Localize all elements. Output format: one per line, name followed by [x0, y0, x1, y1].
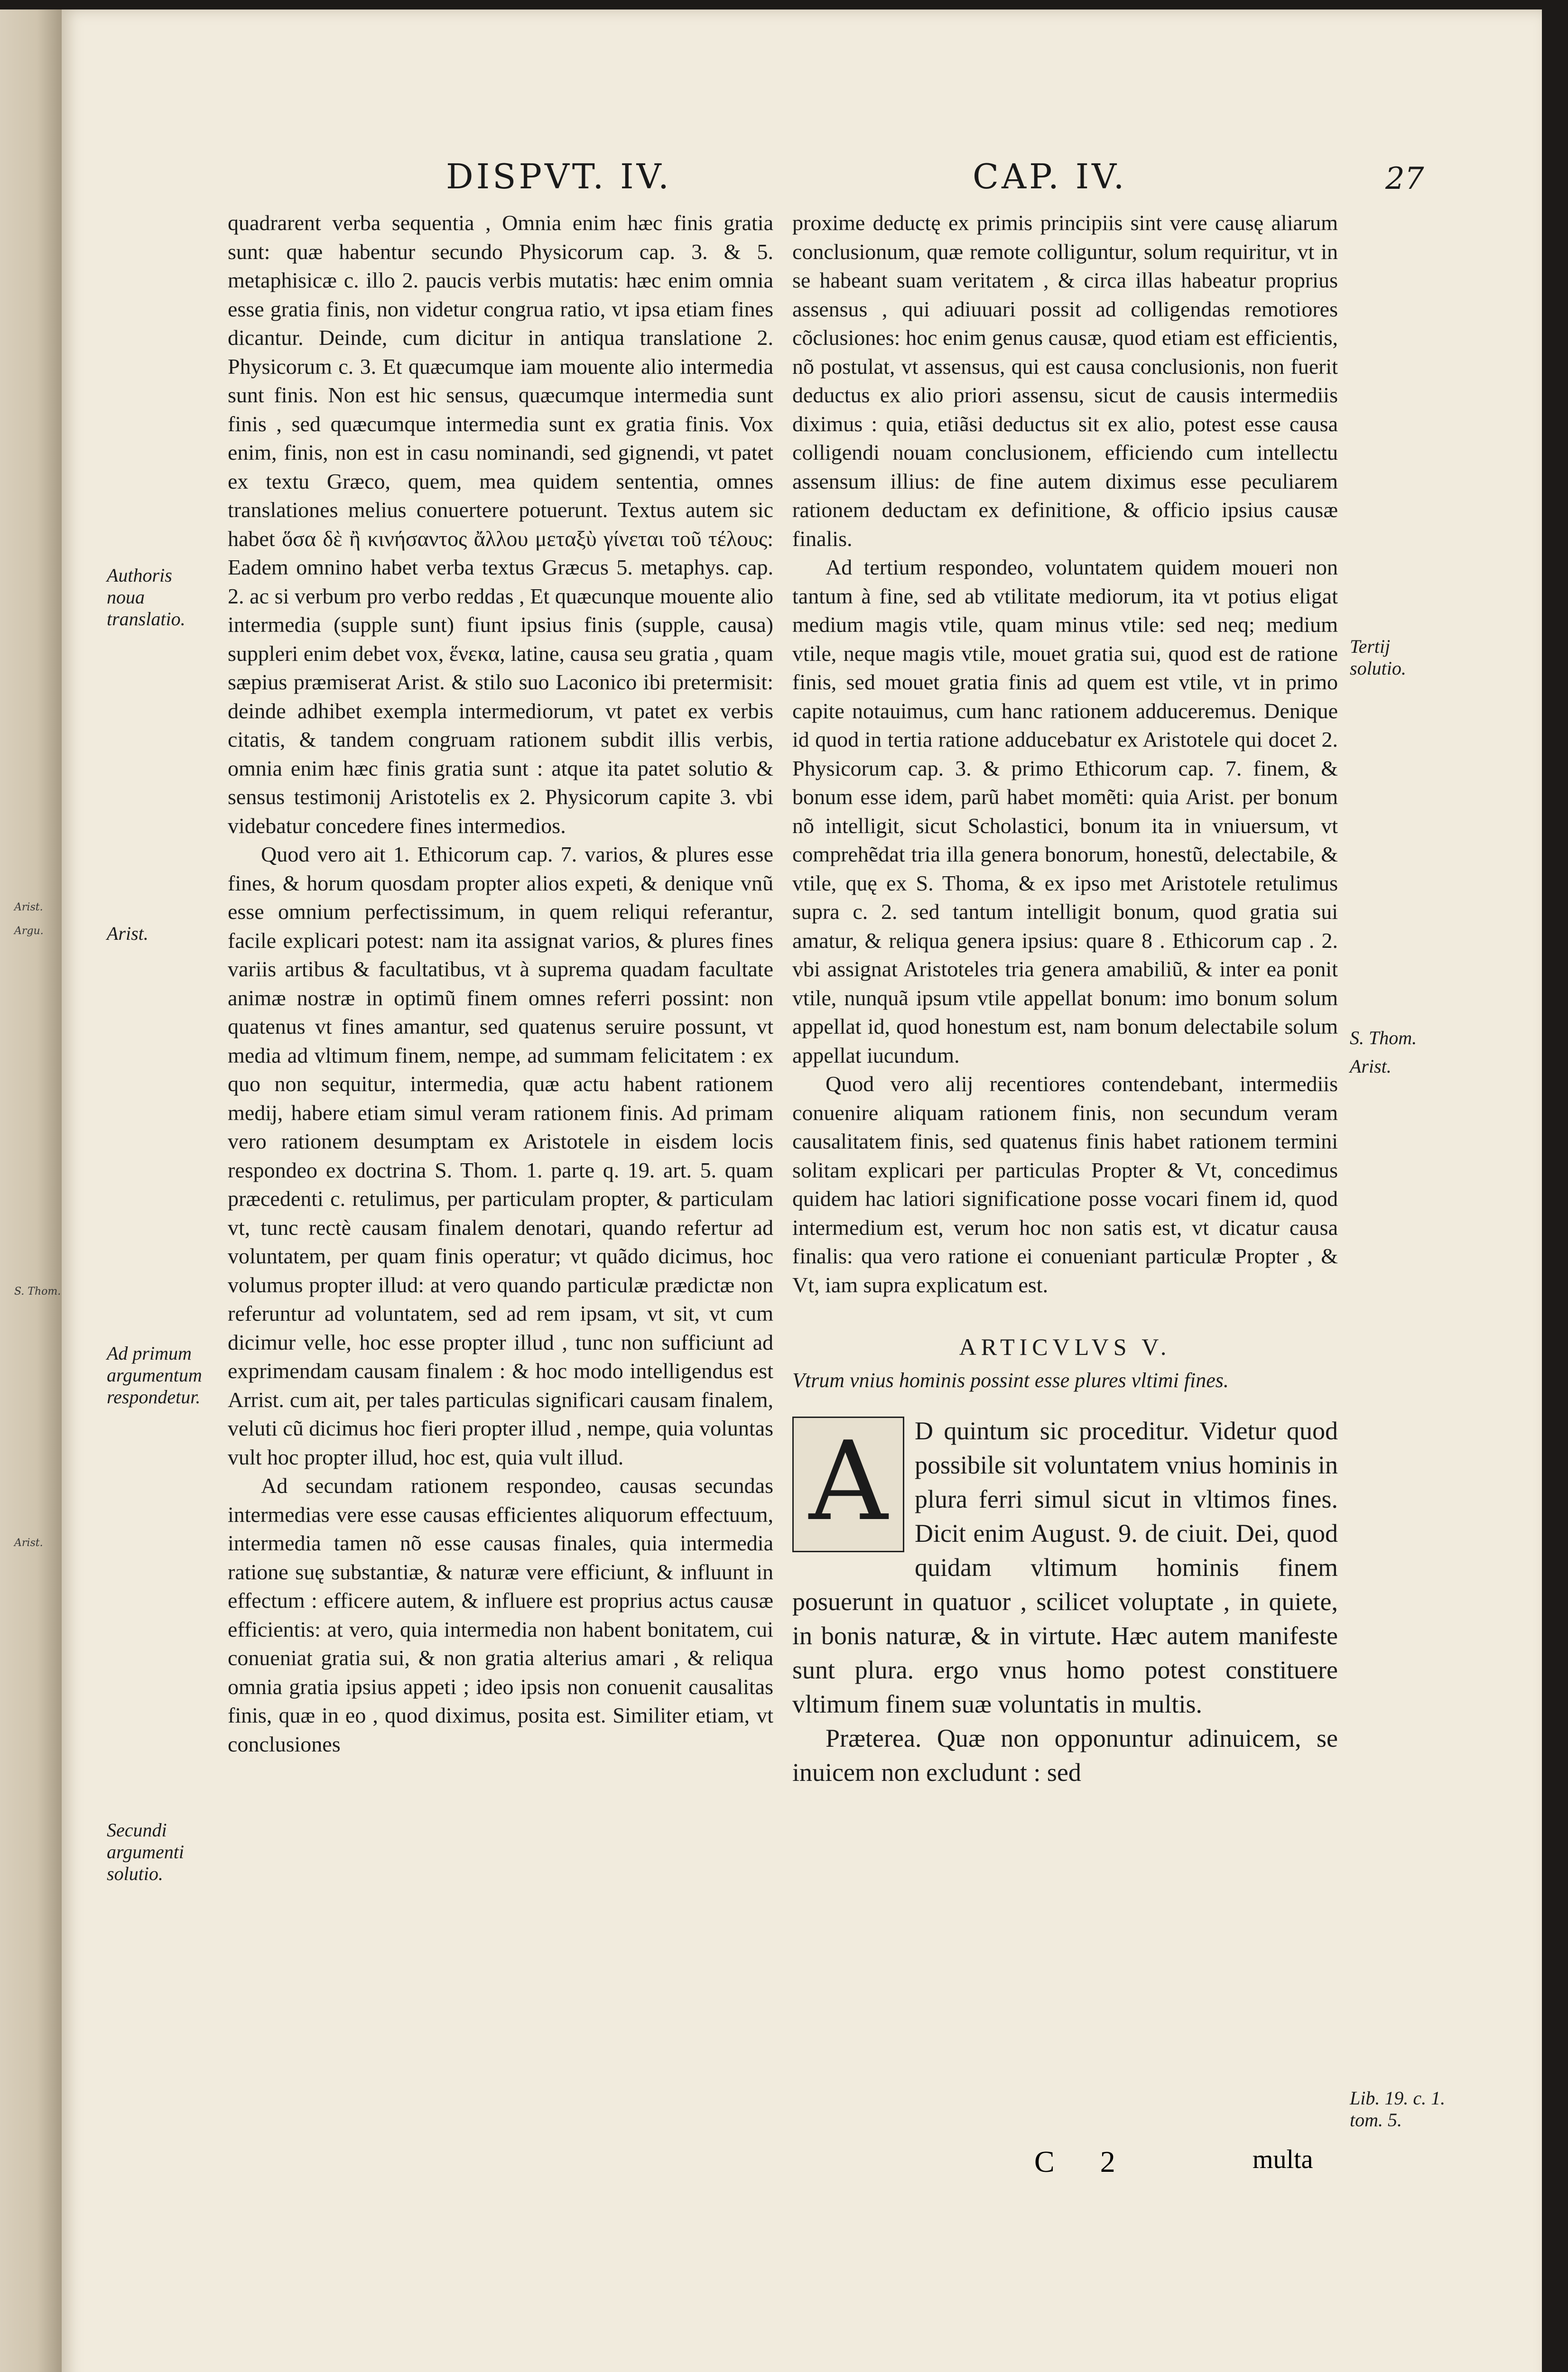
article-subtitle: Vtrum vnius hominis possint esse plures vltimi fines. [792, 1368, 1229, 1392]
paragraph: Quod vero alij recentiores contendebant, intermediis conuenire aliquam rationem finis, non secundum veram causalitatem finis, sed quatenus finis habet rationem termini solitam explicari per particulas Propter & Vt, concedimus quidem hac latiori significatione posse vocari finem id, quod intermedium est, verum hoc non satis est, vt dicatur causa finalis: qua vero ratione ei conueniant particulæ Propter , & Vt, iam supra explicatum est. [792, 1072, 1338, 1297]
sliver-note: Arist. [14, 901, 43, 913]
margin-note-arist-right: Arist. [1350, 1056, 1392, 1077]
sliver-note: Argu. [14, 925, 44, 937]
catchword: multa [1253, 2145, 1313, 2174]
paragraph: Ad secundam rationem respondeo, causas secundas intermedias vere esse causas efficientes aliquorum effectuum, intermedia tamen nõ esse causas finales, quia intermedia ratione suę substantiæ, & naturæ vere efficiunt, & influunt in effectum : efficere autem, & influere est proprius actus causæ efficientis: at vero, quia intermedia non habent bonitatem, cui conueniat gratia sui, & non gratia alterius amari , & reliqua omnia gratia ipsius appeti ; ideo ipsis non conuenit causalitas finis, quæ in eo , quod diximus, posita est. Similiter etiam, vt conclusiones [228, 1473, 773, 1756]
paragraph: proxime deductę ex primis principiis sint vere causę aliarum conclusionum, quæ remote colliguntur, solum requiritur, vt in se habeant suam veritatem , & circa illas habeatur proprius assensus , qui adiuuari possit ad colligendas remotiores cõclusiones: hoc enim genus causæ, quod etiam est efficientis, nõ postulat, vt assensus, qui est causa conclusionis, non fuerit deductus ex alio priori assensu, sicut de causis intermediis diximus : quia, etiãsi deductus sit ex alio, potest esse causa colligendi nouam conclusionem, efficiendo cum intellectu assensum illius: de fine autem diximus esse peculiarem rationem deductam ex definitione, & officio ipsius causæ finalis. [792, 211, 1338, 551]
article-text: D quintum sic proceditur. Videtur quod possibile sit voluntatem vnius hominis in plura ferri simul sicut in vltimos fines. Dicit enim August. 9. de ciuit. Dei, quod quidam vltimum hominis finem posuerunt in quatuor , scilicet voluptate , in quiete, in bonis naturæ, & in virtute. Hæc autem manifeste sunt plura. ergo vnus homo potest constituere vltimum finem suæ voluntatis in multis. [792, 1417, 1338, 1718]
running-head-left: DISPVT. IV. [446, 157, 672, 196]
running-head-right: CAP. IV. [973, 157, 1127, 196]
decorated-initial [792, 1417, 904, 1552]
article-text-2: Præterea. Quæ non opponuntur adinuicem, se inuicem non excludunt : sed [792, 1724, 1338, 1787]
sliver-note: Arist. [14, 1537, 43, 1549]
margin-note-authoris: Authoris noua translatio. [107, 565, 186, 630]
margin-note-s-thom: S. Thom. [1350, 1027, 1417, 1048]
paragraph: Quod vero ait 1. Ethicorum cap. 7. varios, & plures esse fines, & horum quosdam propter alios expeti, & denique vnũ esse omnium perfectissimum, in quem reliqui referantur, facile explicari potest: nam ita assignat varios, & plures fines variis artibus & facultatibus, vt à suprema quadam facultate animæ nostræ in optimũ finem omnes referri possint: non quatenus vt fines amantur, sed quatenus seruire possunt, vt media ad vltimum finem, nempe, ad summam felicitatem : ex quo non sequitur, intermedia, quæ actu habent rationem medij, habere etiam simul veram rationem finis. Ad primam vero rationem desumptam ex Aristotele in eisdem locis respondeo ex doctrina S. Thom. 1. parte q. 19. art. 5. quam præcedenti c. retulimus, per particulam propter, & particulam vt, tunc rectè causam finalem denotari, quando refertur ad voluntatem, per quam finis operatur; vt quãdo dicimus, hoc volumus propter illud: at vero quando particulæ prædictæ non referuntur ad voluntatem, sed ad rem ipsam, vt sit, vt cum dicimur velle, hoc esse propter illud , tunc non sufficiunt ad exprimendam causam finalem : & hoc modo intelligendus est Arrist. cum ait, per tales particulas significari causam finalem, veluti cũ dicimus hoc fieri propter illud , nempe, quia voluntas vult hoc propter illud, hoc est, quia vult illud. [228, 842, 773, 1469]
margin-note-ad-primum: Ad primum argumentum respondetur. [107, 1343, 202, 1408]
sliver-note: S. Thom. [14, 1286, 61, 1297]
article-heading: ARTICVLVS V. [959, 1334, 1171, 1360]
paragraph: quadrarent verba sequentia , Omnia enim hæc finis gratia sunt: quæ habentur secundo Physicorum cap. 3. & 5. metaphisicæ c. illo 2. paucis verbis mutatis: hæc enim omnia esse gratia finis, non videtur congrua ratio, vt ipsa etiam fines dicantur. Deinde, cum dicitur in antiqua translatione 2. Physicorum c. 3. Et quæcumque iam mouente alio intermedia sunt finis. Non est hic sensus, quæcumque intermedia sunt finis , sed quæcumque intermedia sunt ex gratia finis. Vox enim, finis, non est in casu nominandi, sed gignendi, vt patet ex textu Græco, quem, mea quidem sententia, omnes translationes melius conuertere potuerunt. Textus autem sic habet ὅσα δὲ ἢ κινήσαντος ἄλλου μεταξὺ γίνεται τοῦ τέλους: Eadem omnino habet verba textus Græcus 5. metaphys. cap. 2. ac si verbum pro verbo reddas , Et quæcunque mouente alio intermedia (supple sunt) fiunt ipsius finis (supple, causa) suppleri enim debet vox, ἕνεκα, latine, causa seu gratia , quam sæpius præmiserat Arist. & stilo suo Laconico ibi pretermisit: deinde adhibet exempla intermediorum, vt patet ex verbis citatis, & tandem congruam rationem subdit illis verbis, omnia enim hæc finis gratia sunt : atque ita patet solutio & sensus testimonij Aristotelis ex 2. Physicorum capite 3. vbi videbatur concedere fines intermedios. [228, 211, 773, 838]
article-body [792, 1414, 1338, 1789]
margin-note-tertij: Tertij solutio. [1350, 636, 1406, 679]
signature-mark: C 2 [1034, 2145, 1134, 2178]
drop-cap-letter: A [808, 1418, 888, 1545]
margin-note-lib: Lib. 19. c. 1. tom. 5. [1350, 2087, 1446, 2131]
right-column [792, 209, 1338, 1789]
paragraph: Ad tertium respondeo, voluntatem quidem moueri non tantum à fine, sed ab vtilitate mediorum, ita vt potius eligat medium magis vtile, quam minus vtile: sed neq; medium vtile, neque magis vtile, mouet gratia sui, quod est de ratione finis, sed mouet gratia finis ad quem est vtile, vt in primo capite notauimus, cum hanc rationem adduceremus. Denique id quod in tertia ratione adducebatur ex Aristotele qui docet 2. Physicorum cap. 3. & primo Ethicorum cap. 7. finem, & bonum esse idem, parũ habet momẽti: quia Arist. per bonum nõ intelligit, sicut Scholastici, bonum ita in vniuersum, vt comprehẽdat tria illa genera bonorum, honestũ, delectabile, & vtile, quę ex S. Thoma, & ex ipso met Aristotele retulimus supra c. 2. sed tantum intelligit bonum, quod gratia sui amatur, & reliqua genera ipsius: quare 8 . Ethicorum cap . 2. vbi assignat Aristoteles tria genera amabiliũ, & inter ea ponit vtile, nunquã ipsum vtile appellat bonum: imo bonum solum appellat id, quod honestum est, nam bonum delectabile solum appellat iucundum. [792, 555, 1338, 1067]
margin-note-secundi: Secundi argumenti solutio. [107, 1819, 184, 1884]
left-column [228, 209, 773, 1759]
facing-page-edge [0, 9, 62, 2372]
page-number: 27 [1385, 161, 1424, 196]
margin-note-arist: Arist. [107, 923, 148, 944]
running-head [171, 157, 1424, 209]
